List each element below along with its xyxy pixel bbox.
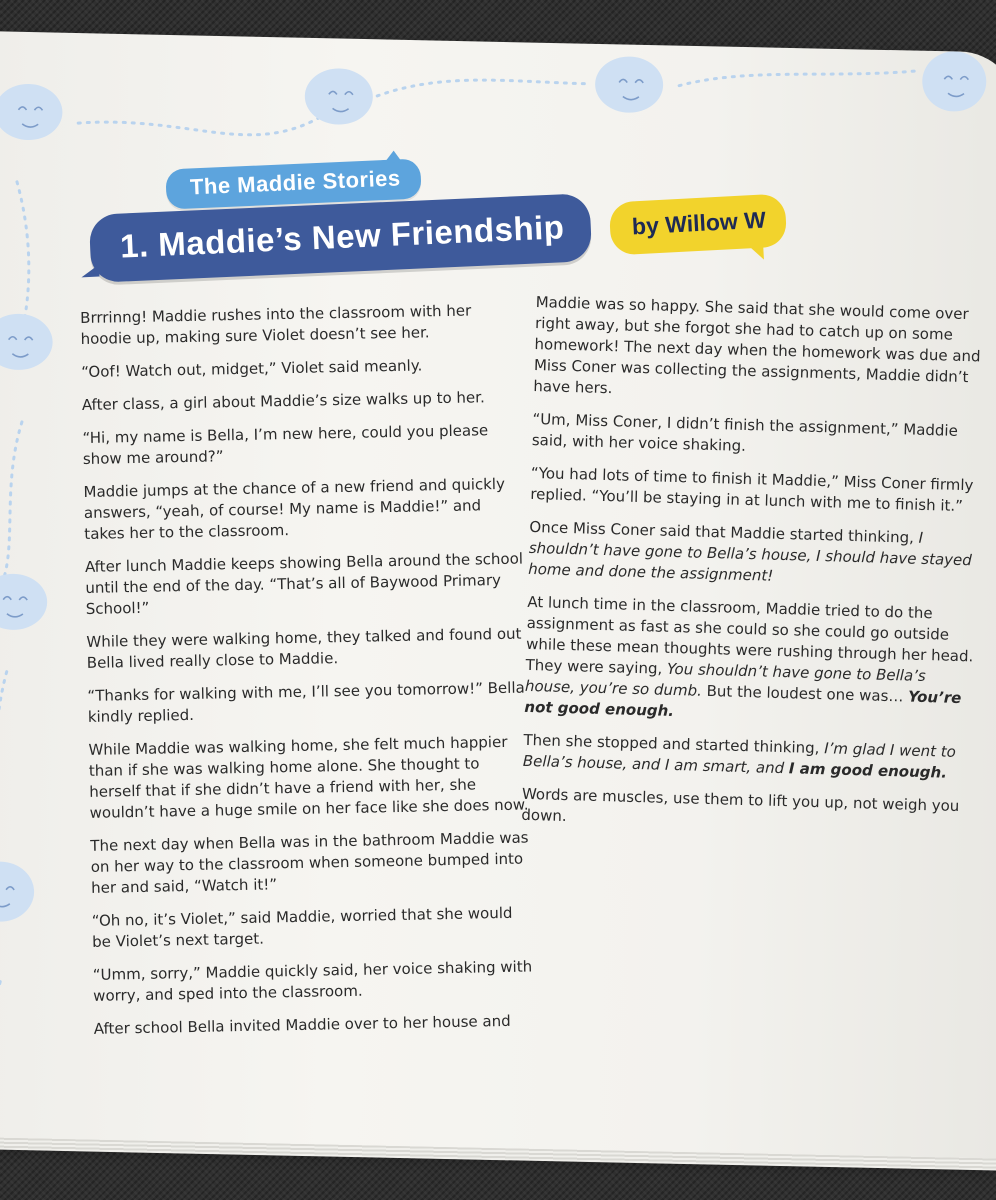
story-header xyxy=(80,150,800,290)
dotted-trail xyxy=(78,113,318,136)
paragraph xyxy=(523,730,972,784)
left-column xyxy=(80,300,534,1052)
paragraph: The next day when Bella was in the bathroom Maddie was on her way to the classroom when someone bumped into her and said, “Watch it!” xyxy=(90,828,529,897)
italic-thought: You shouldn’t have gone to Bella’s house, you’re so dumb. xyxy=(524,659,927,700)
bold-italic-thought: You’re not good enough. xyxy=(524,687,962,721)
paragraph-text: Then she stopped and started thinking, xyxy=(523,730,825,758)
italic-thought: I shouldn’t have gone to Bella’s house, I should have stayed home and done the assignment! xyxy=(528,528,973,585)
paragraph: “Hi, my name is Bella, I’m new here, could you please show me around?” xyxy=(82,421,489,468)
paragraph: “Um, Miss Coner, I didn’t finish the assignment,” Maddie said, with her voice shaking. xyxy=(531,409,959,455)
dotted-trail xyxy=(0,671,7,881)
paragraph: Maddie was so happy. She said that she would come over right away, but she forgot she had to catch up on some homework! The next day when the homework was due and Miss Coner was collecting the assignments, Maddie didn’t have hers. xyxy=(533,292,981,398)
paragraph: Words are muscles, use them to lift you up, not weigh you down. xyxy=(521,784,960,826)
paragraph: While they were walking home, they talked and found out Bella lived really close to Maddie. xyxy=(86,624,522,672)
bold-italic-thought: I am good enough. xyxy=(788,759,948,782)
paragraph: After school Bella invited Maddie over to her house and xyxy=(93,1011,511,1038)
paragraph: “You had lots of time to finish it Maddie,” Miss Coner firmly replied. “You’ll be staying in at lunch with me to finish it.” xyxy=(530,463,974,516)
paragraph: While Maddie was walking home, she felt much happier than if she was walking home alone. She thought to herself that if she didn’t have a friend with her, she wouldn’t have a huge smile on her face like she does now. xyxy=(88,732,529,822)
paragraph: “Umm, sorry,” Maddie quickly said, her voice shaking with worry, and sped into the classroom. xyxy=(92,957,533,1005)
paragraph: After class, a girl about Maddie’s size walks up to her. xyxy=(81,388,485,414)
dotted-trail xyxy=(14,182,31,336)
byline-badge: by Willow W xyxy=(609,193,787,255)
paragraph-text: But the loudest one was… xyxy=(701,681,909,706)
paragraph-text: Once Miss Coner said that Maddie started thinking, xyxy=(529,517,919,547)
dotted-trail xyxy=(0,422,22,592)
italic-thought: I’m glad I went to Bella’s house, and I am smart, and xyxy=(522,739,957,778)
paragraph: After lunch Maddie keeps showing Bella around the school until the end of the day. “That’s all of Baywood Primary School!” xyxy=(84,549,524,618)
dotted-trail xyxy=(679,66,919,91)
paragraph xyxy=(528,517,978,592)
paragraph: Brrrinng! Maddie rushes into the classroom with her hoodie up, making sure Violet doesn’t see her. xyxy=(80,301,472,348)
dotted-trail xyxy=(369,78,589,104)
paragraph xyxy=(524,592,975,730)
paragraph: “Oh no, it’s Violet,” said Maddie, worried that she would be Violet’s next target. xyxy=(91,903,513,951)
paragraph-text: At lunch time in the classroom, Maddie tried to do the assignment as fast as she could so she could go outside while these mean thoughts were rushing through her head. They were saying, xyxy=(525,592,974,678)
paragraph: Maddie jumps at the chance of a new friend and quickly answers, “yeah, of course! My name is Maddie!” and takes her to the classroom. xyxy=(83,474,506,543)
paragraph: “Oof! Watch out, midget,” Violet said meanly. xyxy=(81,356,423,381)
series-label: The Maddie Stories xyxy=(165,158,421,209)
story-title: 1. Maddie’s New Friendship xyxy=(89,193,592,283)
paragraph: “Thanks for walking with me, I’ll see you tomorrow!” Bella kindly replied. xyxy=(87,678,525,726)
right-column xyxy=(521,292,984,850)
